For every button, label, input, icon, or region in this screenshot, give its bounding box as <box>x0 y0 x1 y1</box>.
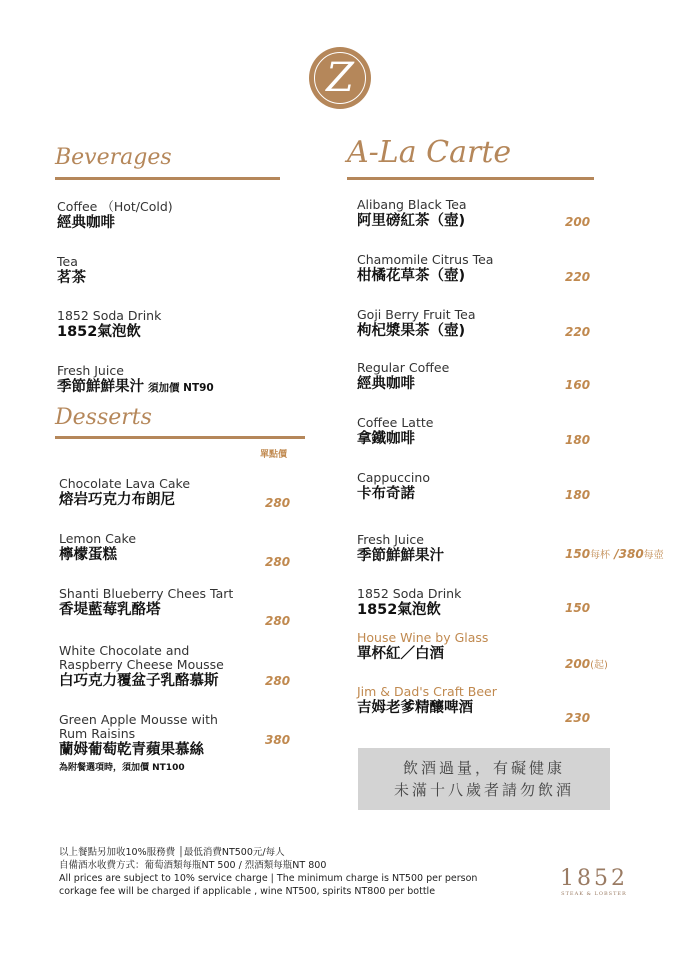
alacarte-en: Alibang Black Tea <box>357 197 467 212</box>
footer-notes <box>59 846 477 898</box>
dessert-en: Lemon Cake <box>59 531 137 546</box>
dessert-en: Green Apple Mousse with <box>59 712 218 727</box>
alacarte-price: 180 <box>565 488 591 502</box>
alacarte-zh: 1852氣泡飲 <box>357 602 441 618</box>
alacarte-en: Goji Berry Fruit Tea <box>357 307 476 322</box>
beverage-zh: 1852氣泡飲 <box>57 324 141 340</box>
alacarte-en: Chamomile Citrus Tea <box>357 252 494 267</box>
beverage-zh-text: 季節鮮鮮果汁 <box>57 379 144 395</box>
beverage-item <box>57 364 214 397</box>
alacarte-zh: 枸杞漿果茶（壺) <box>357 323 466 339</box>
footer-line: corkage fee will be charged if applicable , wine NT500, spirits NT800 per bottle <box>59 886 436 897</box>
alcohol-warning <box>358 748 610 810</box>
alacarte-price: 220 <box>565 270 591 284</box>
brand-logo <box>560 866 628 897</box>
footer-line: 自備酒水收費方式：葡萄酒類每瓶NT 500 / 烈酒類每瓶NT 800 <box>59 860 327 871</box>
alacarte-zh: 阿里磅紅茶（壺) <box>357 213 466 229</box>
warning-line1: 飲酒過量，有礙健康 <box>402 759 565 777</box>
beverage-zh <box>57 378 214 397</box>
dessert-item <box>59 587 233 619</box>
dessert-price: 380 <box>265 733 291 747</box>
logo <box>309 47 371 109</box>
dessert-en-line2: Raspberry Cheese Mousse <box>59 657 224 672</box>
unit-price-label: 單點價 <box>260 450 288 460</box>
beverages-title: Beverages <box>55 145 172 170</box>
logo-letter: Z <box>314 52 366 104</box>
beverages-rule <box>55 177 280 180</box>
alacarte-price: 180 <box>565 433 591 447</box>
brand-number: 1852 <box>560 866 628 891</box>
dessert-en: Chocolate Lava Cake <box>59 476 191 491</box>
beverage-en: Coffee （Hot/Cold) <box>57 199 173 214</box>
alacarte-en: Regular Coffee <box>357 360 450 375</box>
alacarte-zh: 吉姆老爹精釀啤酒 <box>357 700 473 716</box>
juice-cup-price: 150 <box>565 547 591 561</box>
beverage-en: 1852 Soda Drink <box>57 308 162 323</box>
alacarte-price: 220 <box>565 325 591 339</box>
alacarte-item <box>357 198 467 230</box>
alacarte-price: 150 <box>565 601 591 615</box>
footer-line: 以上餐點另加收10%服務費 │最低消費NT500元/每人 <box>59 847 285 858</box>
alacarte-item <box>357 253 493 285</box>
dessert-zh: 香堤藍莓乳酪塔 <box>59 602 161 618</box>
beverage-zh: 茗茶 <box>57 270 86 286</box>
juice-pot-price: /380 <box>610 547 644 561</box>
beverage-item <box>57 200 173 232</box>
dessert-item <box>59 477 190 509</box>
dessert-item <box>59 713 218 759</box>
alacarte-item <box>357 587 461 619</box>
dessert-price: 280 <box>265 555 291 569</box>
dessert-en: White Chocolate and <box>59 643 190 658</box>
alacarte-item <box>357 533 444 565</box>
alacarte-en: Cappuccino <box>357 470 430 485</box>
alacarte-en: Coffee Latte <box>357 415 434 430</box>
juice-pot-unit: 每壺 <box>643 550 664 561</box>
dessert-zh: 熔岩巧克力布朗尼 <box>59 492 175 508</box>
warning-line2: 未滿十八歲者請勿飲酒 <box>393 781 574 799</box>
alacarte-price: 200 <box>565 215 591 229</box>
dessert-zh: 蘭姆葡萄乾青蘋果慕絲 <box>59 742 204 758</box>
dessert-zh: 白巧克力覆盆子乳酪慕斯 <box>59 673 219 689</box>
alacarte-price <box>565 656 608 671</box>
beverage-item <box>57 309 161 341</box>
alacarte-price: 160 <box>565 378 591 392</box>
alacarte-item <box>357 416 433 448</box>
dessert-zh: 檸檬蛋糕 <box>59 547 117 563</box>
dessert-en: Shanti Blueberry Chees Tart <box>59 586 234 601</box>
dessert-en-line2: Rum Raisins <box>59 726 136 741</box>
desserts-rule <box>55 436 305 439</box>
wine-price: 200 <box>565 657 591 671</box>
alacarte-title: A-La Carte <box>347 135 512 170</box>
desserts-title: Desserts <box>55 405 152 430</box>
beverage-en: Tea <box>57 254 78 269</box>
dessert-footnote: 為附餐選項時，須加價 NT100 <box>59 763 185 773</box>
alacarte-zh: 拿鐵咖啡 <box>357 431 415 447</box>
dessert-price: 280 <box>265 496 291 510</box>
alacarte-zh: 卡布奇諾 <box>357 486 415 502</box>
alacarte-zh: 柑橘花草茶（壺) <box>357 268 466 284</box>
alacarte-en: 1852 Soda Drink <box>357 586 462 601</box>
dessert-item <box>59 644 224 690</box>
alacarte-zh: 單杯紅／白酒 <box>357 646 444 662</box>
wine-price-unit: (起) <box>590 660 608 671</box>
alacarte-price <box>565 546 664 561</box>
footer-line: All prices are subject to 10% service charge | The minimum charge is NT500 per person <box>59 873 478 884</box>
dessert-price: 280 <box>265 614 291 628</box>
alacarte-zh: 經典咖啡 <box>357 376 415 392</box>
alacarte-zh: 季節鮮鮮果汁 <box>357 548 444 564</box>
alacarte-price: 230 <box>565 711 591 725</box>
alacarte-rule <box>347 177 594 180</box>
alacarte-item <box>357 685 497 717</box>
dessert-price: 280 <box>265 674 291 688</box>
juice-cup-unit: 每杯 <box>590 550 611 561</box>
beverage-zh: 經典咖啡 <box>57 215 115 231</box>
alacarte-en: Fresh Juice <box>357 532 424 547</box>
alacarte-item <box>357 361 449 393</box>
beverage-note: 須加價 NT90 <box>148 382 214 394</box>
alacarte-en: Jim & Dad's Craft Beer <box>357 684 497 699</box>
alacarte-en: House Wine by Glass <box>357 630 489 645</box>
dessert-item <box>59 532 136 564</box>
brand-subtitle: STEAK & LOBSTER <box>561 891 627 897</box>
alacarte-item <box>357 308 476 340</box>
alacarte-item <box>357 471 430 503</box>
alacarte-item <box>357 631 488 663</box>
beverage-item <box>57 255 86 287</box>
beverage-en: Fresh Juice <box>57 363 124 378</box>
